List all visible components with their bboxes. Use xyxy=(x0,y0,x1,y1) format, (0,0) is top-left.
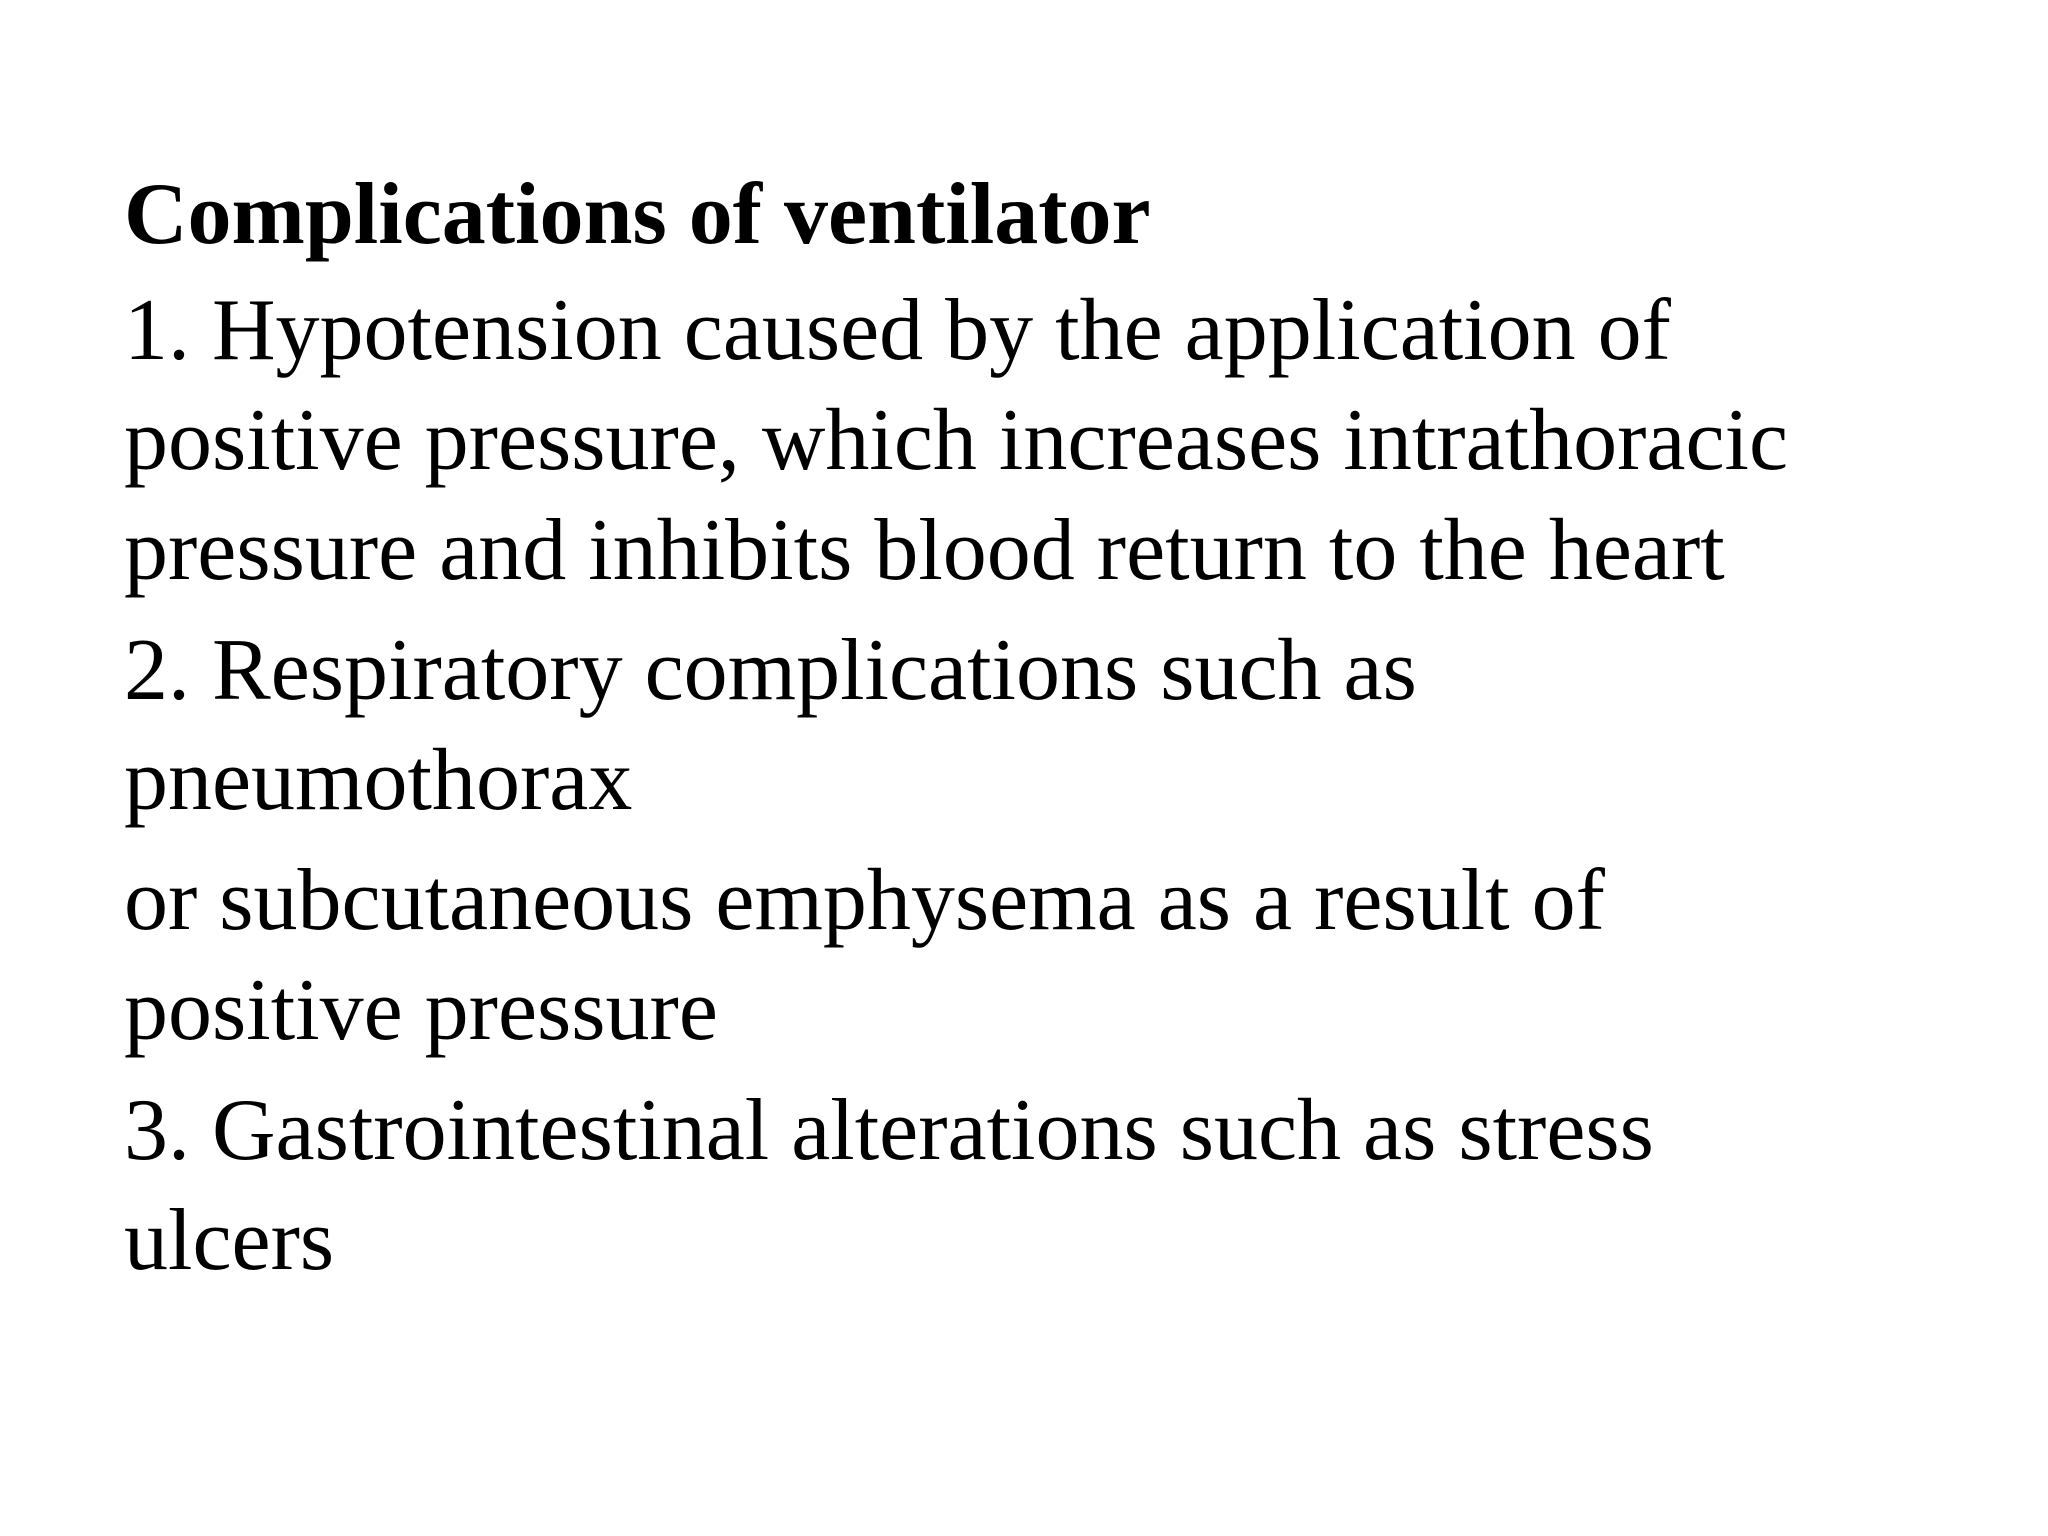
paragraph-emphysema: or subcutaneous emphysema as a result of positive pressure xyxy=(124,852,1605,1059)
paragraph-gastrointestinal: 3. Gastrointestinal alterations such as stress ulcers xyxy=(124,1082,1654,1289)
slide-content xyxy=(124,160,1984,1306)
paragraph-hypotension: 1. Hypotension caused by the application of positive pressure, which increases intrathoracic pressure and inhibits blood return to the heart xyxy=(124,282,1789,599)
slide-title: Complications of ventilator xyxy=(124,166,1151,263)
paragraph-respiratory: 2. Respiratory complications such as pneumothorax xyxy=(124,622,1417,829)
